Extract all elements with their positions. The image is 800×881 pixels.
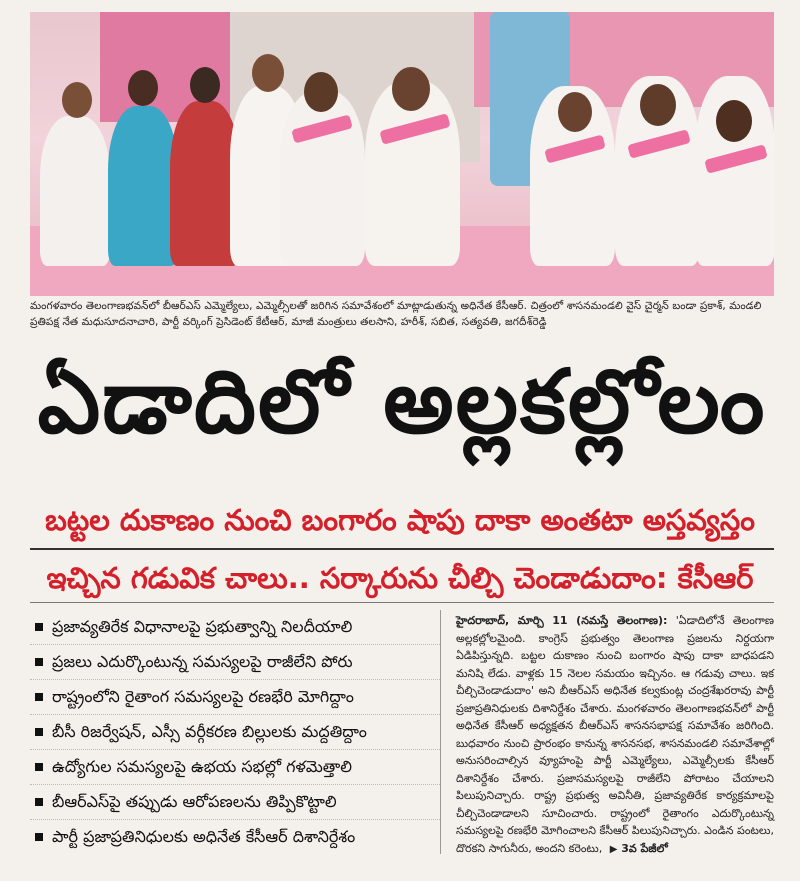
bullet-item: పార్టీ ప్రజాప్రతినిధులకు అధినేత కేసీఆర్‌ దిశానిర్దేశం [30, 820, 440, 854]
person-shape [40, 116, 110, 266]
person-shape [280, 91, 365, 266]
arrow-right-icon: ▶ [609, 843, 618, 855]
bullet-item: బీసీ రిజర్వేషన్‌, ఎస్సీ వర్గీకరణ బిల్లులకు మద్దతిద్దాం [30, 715, 440, 750]
subheadline-1: బట్టల దుకాణం నుంచి బంగారం షాపు దాకా అంతటా అస్తవ్యస్తం [45, 503, 755, 537]
person-head [190, 67, 220, 103]
person-shape [108, 106, 178, 266]
photo-caption: మంగళవారం తెలంగాణభవన్‌లో బీఆర్‌ఎస్‌ ఎమ్మెల్యేలు, ఎమ్మెల్సీలతో జరిగిన సమావేశంలో మాట్లాడుతున్న అధినేత కేసీఆర్‌. చిత్రంలో శాసనమండలి వైస్‌ చైర్మన్‌ బండా ప్రకాశ్‌, మండలి ప్రతిపక్ష నేత మధుసూదనాచారి, పార్టీ వర్కింగ్‌ ప్రెసిడెంట్‌ కేటీఆర్‌, మాజీ మంత్రులు తలసాని, హరీశ్‌, సబిత, సత్యవతి, జగదీశ్‌రెడ్డి [30, 300, 762, 328]
person-head [252, 54, 284, 92]
bullet-item: ఉద్యోగుల సమస్యలపై ఉభయ సభల్లో గళమెత్తాలి [30, 750, 440, 785]
continued-on-page [610, 840, 668, 859]
person-head [716, 100, 752, 142]
article-text: 'ఏడాదిలోనే తెలంగాణ అల్లకల్లోలమైంది. కాంగ్రెస్‌ ప్రభుత్వం తెలంగాణ ప్రజలను నిర్దయగా ఏడిపిస్తున్నది. బట్టల దుకాణం నుంచి బంగారం షాపు దాకా బాధపడని మనిషి లేడు. వాళ్లకు 15 నెలల సమయం ఇచ్చినం. ఆ గడువు చాలు. ఇక చీల్చిచెండాడుదాం' అని బీఆర్‌ఎస్‌ అధినేత కల్వకుంట్ల చంద్రశేఖరరావు పార్టీ ప్రజాప్రతినిధులకు దిశానిర్దేశం చేశారు. మంగళవారం తెలంగాణభవన్‌లో పార్టీ అధినేత కేసీఆర్‌ అధ్యక్షతన బీఆర్‌ఎస్‌ శాసనసభాపక్ష సమావేశం జరిగింది. బుధవారం నుంచి ప్రారంభం కానున్న శాసనసభ, శాసనమండలి సమావేశాల్లో అనుసరించాల్సిన వ్యూహంపై పార్టీ ఎమ్మెల్యేలు, ఎమ్మెల్సీలకు కేసీఆర్‌ దిశానిర్దేశం చేశారు. ప్రజాసమస్యలపై రాజీలేని పోరాటం చేయాలని పిలుపునిచ్చారు. రాష్ట్ర ప్రభుత్వ అవినీతి, ప్రజావ్యతిరేక కార్యక్రమాలపై చీల్చిచెండాడాలని సూచించారు. రాష్ట్రంలో రైతాంగం ఎదుర్కొంటున్న సమస్యలపై రణభేరి మోగించాలని కేసీఆర్‌ పిలుపునిచ్చారు. ఎండిన పంటలు, దొరకని సాగునీరు, అందని కరెంటు, [456, 614, 774, 855]
person-head [558, 92, 592, 132]
subheadline-2: ఇచ్చిన గడువిక చాలు.. సర్కారును చీల్చి చెండాడుదాం: కేసీఆర్‌ [46, 561, 754, 595]
person-head [304, 72, 338, 112]
article-dateline: హైదరాబాద్‌, మార్చి 11 (నమస్తే తెలంగాణ): [456, 614, 668, 627]
person-head [640, 84, 676, 126]
article-body [456, 612, 774, 858]
meeting-photo [30, 12, 774, 296]
highlight-bullets [30, 610, 441, 854]
bullet-item: బీఆర్‌ఎస్‌పై తప్పుడు ఆరోపణలను తిప్పికొట్టాలి [30, 785, 440, 820]
person-head [392, 67, 430, 111]
bullet-item: రాష్ట్రంలోని రైతాంగ సమస్యలపై రణభేరి మోగిద్దాం [30, 680, 440, 715]
bullet-item: ప్రజలు ఎదుర్కొంటున్న సమస్యలపై రాజీలేని పోరు [30, 645, 440, 680]
continued-label: 3వ పేజీలో [621, 841, 668, 855]
person-head [62, 82, 92, 118]
main-headline: ఏడాదిలో అల్లకల్లోలం [37, 350, 767, 453]
divider [30, 548, 774, 550]
divider [30, 602, 774, 603]
person-head [128, 70, 158, 106]
bullet-item: ప్రజావ్యతిరేక విధానాలపై ప్రభుత్వాన్ని నిలదీయాలి [30, 610, 440, 645]
